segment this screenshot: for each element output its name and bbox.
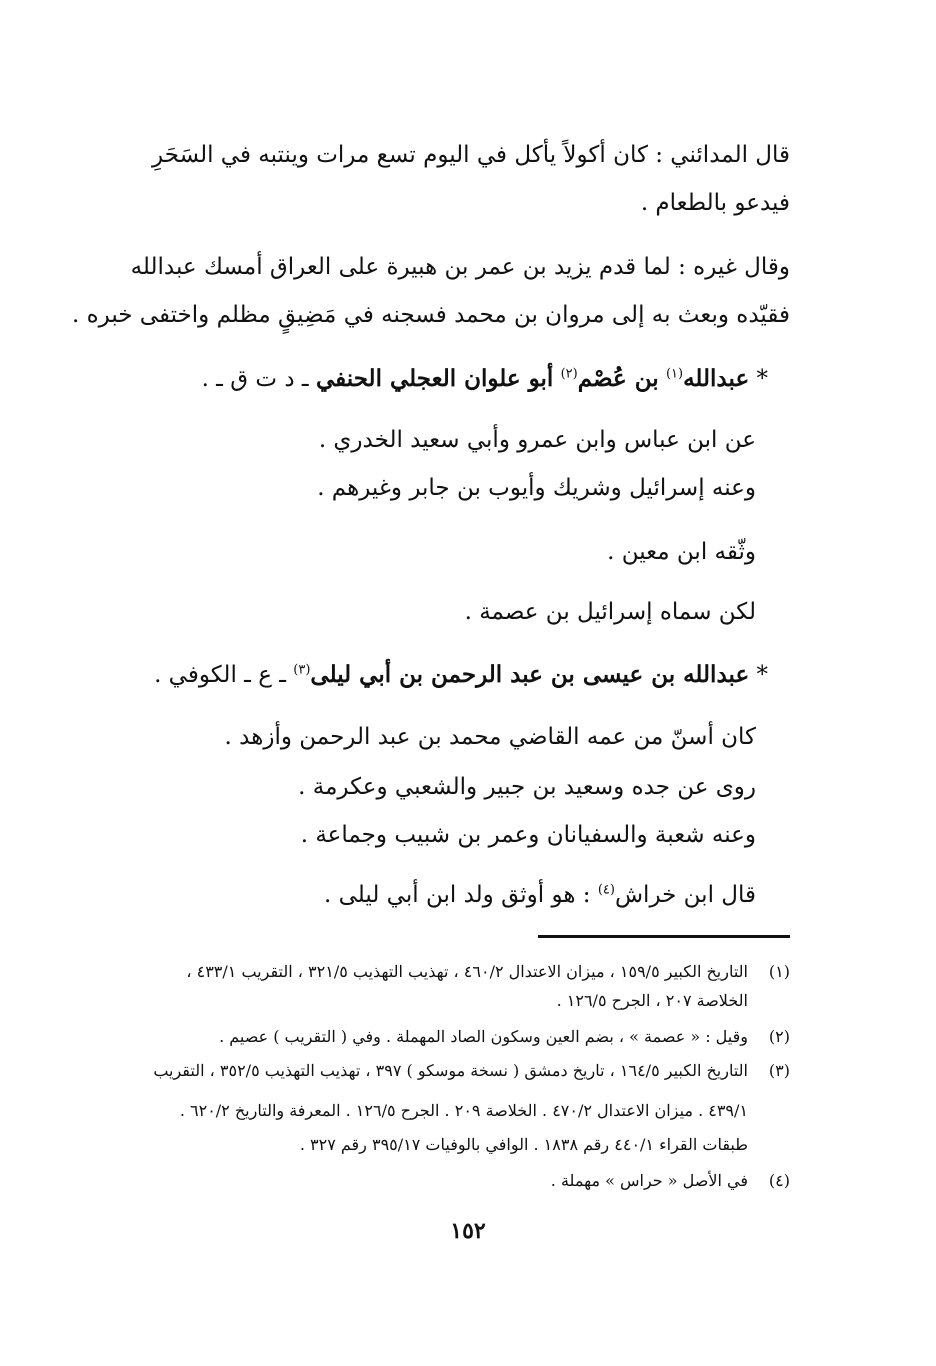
body-line: وعنه شعبة والسفيانان وعمر بن شبيب وجماعة . (300, 822, 756, 848)
body-line: روى عن جده وسعيد بن جبير والشعبي وعكرمة . (298, 774, 756, 800)
entry-star: * (756, 366, 768, 392)
footnote-separator (538, 935, 790, 938)
quote-text: : هو أوثق ولد ابن أبي ليلى . (324, 882, 591, 908)
body-line: وثّقه ابن معين . (607, 539, 756, 565)
entry-name: عبدالله بن عيسى بن عبد الرحمن بن أبي ليلى (310, 661, 750, 688)
footnote-number: (٣) (768, 1061, 790, 1080)
footnote-line: الخلاصة ٢٠٧ ، الجرح ١٢٦/٥ . (556, 991, 748, 1010)
body-line: فيدعو بالطعام . (640, 190, 790, 216)
footnote-line: طبقات القراء ٤٤٠/١ رقم ١٨٣٨ . الوافي بالوفيات ٣٩٥/١٧ رقم ٣٢٧ . (299, 1135, 748, 1154)
entry-name: عبدالله (683, 365, 750, 392)
footnote-ref: (٣) (293, 662, 311, 678)
footnote-number: (٢) (768, 1027, 790, 1046)
body-line: فقيّده وبعث به إلى مروان بن محمد فسجنه في مَضِيقٍ مظلم واختفى خبره . (71, 302, 790, 328)
quote-source: قال ابن خراش (614, 882, 756, 908)
body-line (324, 880, 756, 910)
page-number: ١٥٢ (450, 1218, 486, 1244)
entry-star: * (756, 662, 768, 688)
body-line: قال المدائني : كان أكولاً يأكل في اليوم تسع مرات وينتبه في السَحَرِ (152, 142, 790, 168)
footnote-number: (٤) (768, 1171, 790, 1190)
body-line: لكن سماه إسرائيل بن عصمة . (464, 599, 756, 625)
body-line: وقال غيره : لما قدم يزيد بن عمر بن هبيرة على العراق أمسك عبدالله (130, 254, 790, 280)
footnote-line: وقيل : « عصمة » ، بضم العين وسكون الصاد المهملة . وفي ( التقريب ) عصيم . (219, 1027, 748, 1046)
entry-codes: ـ د ت ق ـ . (201, 366, 309, 392)
entry-name: بن عُصْم (577, 365, 659, 392)
footnote-line: التاريخ الكبير ١٦٤/٥ ، تاريخ دمشق ( نسخة موسكو ) ٣٩٧ ، تهذيب التهذيب ٣٥٢/٥ ، التقريب (153, 1061, 748, 1080)
body-line: كان أسنّ من عمه القاضي محمد بن عبد الرحمن وأزهد . (224, 724, 756, 750)
entry-codes: ـ ع ـ الكوفي . (154, 662, 286, 688)
body-line: عن ابن عباس وابن عمرو وأبي سعيد الخدري . (318, 427, 756, 453)
footnote-ref: (١) (665, 366, 684, 382)
entry-name: أبو علوان العجلي الحنفي (315, 365, 554, 392)
footnote-line: ٤٣٩/١ . ميزان الاعتدال ٤٧٠/٢ . الخلاصة ٢٠٩ . الجرح ١٢٦/٥ . المعرفة والتاريخ ٦٢٠/٢ . (179, 1101, 748, 1120)
entry-heading (202, 364, 768, 394)
footnote-number: (١) (768, 962, 790, 981)
entry-heading (154, 660, 768, 690)
footnote-line: في الأصل « حراس » مهملة . (550, 1171, 748, 1190)
footnote-ref: (٤) (597, 882, 615, 898)
footnote-line: التاريخ الكبير ١٥٩/٥ ، ميزان الاعتدال ٤٦٠/٢ ، تهذيب التهذيب ٣٢١/٥ ، التقريب ٤٣٣/١ ، (186, 962, 748, 981)
body-line: وعنه إسرائيل وشريك وأيوب بن جابر وغيرهم . (317, 475, 756, 501)
footnote-ref: (٢) (560, 366, 578, 382)
